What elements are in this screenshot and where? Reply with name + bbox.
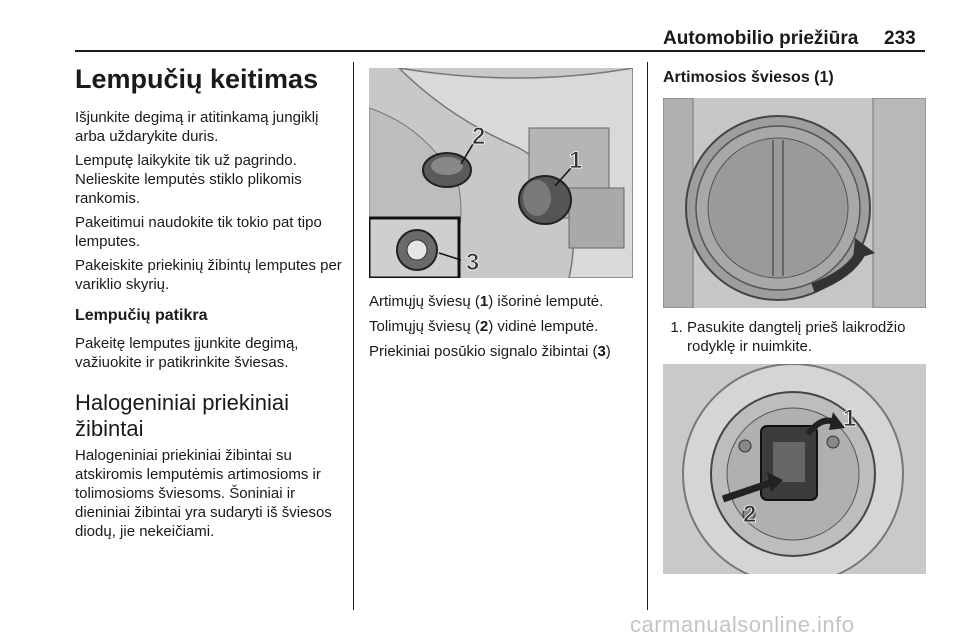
paragraph: Lemputę laikykite tik už pagrindo. Nelieskite lemputės stiklo plikomis rankomis. [75, 152, 302, 207]
caption-line-2: Tolimųjų šviesų (2) vidinė lemputė. [369, 318, 599, 335]
section-title: Lempučių keitimas [75, 64, 319, 94]
column-3 [663, 68, 928, 574]
page-number: 233 [884, 28, 916, 49]
figure-label-1: 1 [569, 147, 583, 174]
subsection-title: Artimosios šviesos (1) [663, 69, 834, 86]
headlamp-illustration [369, 68, 633, 278]
figure-label-3: 3 [466, 249, 480, 276]
bulb-figure [663, 364, 926, 574]
subsection-heading: Halogeniniai priekiniai žibintai [75, 390, 290, 441]
paragraph: Pakeiskite priekinių žibintų lemputes per variklio skyrių. [75, 257, 342, 293]
cover-illustration [663, 98, 926, 308]
paragraph: Išjunkite degimą ir atitinkamą jungiklį arba uždarykite duris. [75, 109, 319, 145]
figure-label-2: 2 [743, 501, 757, 528]
watermark: carmanualsonline.info [630, 612, 855, 637]
column-1 [75, 62, 345, 546]
figure-captions [369, 292, 635, 361]
bulb-illustration [663, 364, 926, 574]
caption-line-3: Priekiniai posūkio signalo žibintai (3) [369, 343, 611, 360]
figure-label-1: 1 [843, 405, 857, 432]
column-2 [369, 68, 635, 367]
paragraph: Pakeitimui naudokite tik tokio pat tipo lemputes. [75, 214, 322, 250]
paragraph: Pakeitę lemputes įjunkite degimą, važiuokite ir patikrinkite šviesas. [75, 335, 299, 371]
headlamp-figure [369, 68, 633, 278]
subsection-title: Lempučių patikra [75, 307, 208, 324]
instruction-step: 1. Pasukite dangtelį prieš laikrodžio rodyklę ir nuimkite. [687, 318, 928, 356]
column-divider-1 [353, 62, 354, 610]
figure-label-2: 2 [472, 123, 486, 150]
header-title: Automobilio priežiūra [663, 28, 859, 49]
paragraph: Halogeniniai priekiniai žibintai su atskiromis lemputėmis artimosioms ir tolimosioms šviesoms. Šoniniai ir dieniniai žibintai yra sudaryti iš šviesos diodų, jie nekeičiami. [75, 447, 332, 540]
header-rule [75, 50, 925, 52]
caption-line-1: Artimųjų šviesų (1) išorinė lemputė. [369, 293, 604, 310]
column-divider-2 [647, 62, 648, 610]
cover-figure [663, 98, 926, 308]
instruction-list [663, 318, 928, 356]
